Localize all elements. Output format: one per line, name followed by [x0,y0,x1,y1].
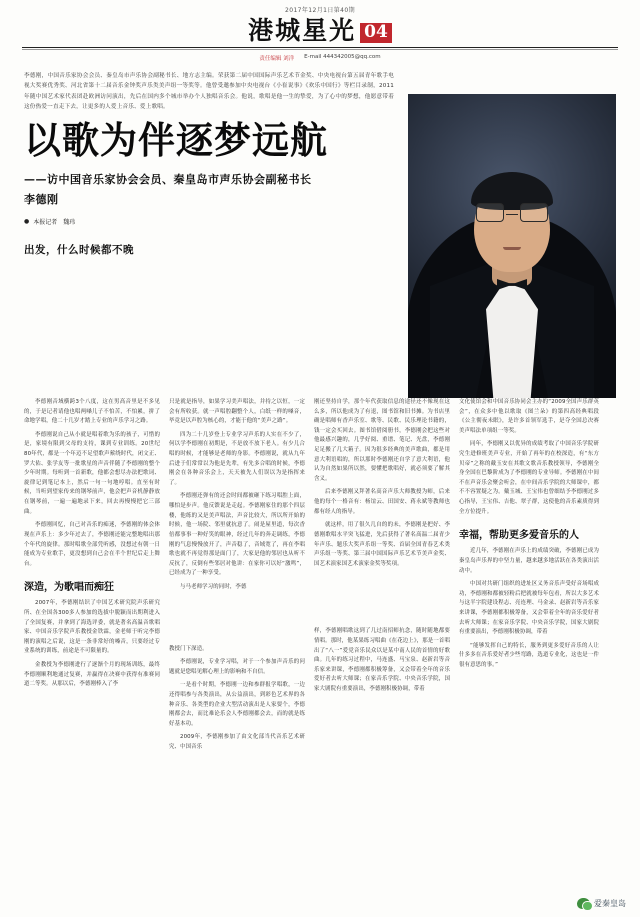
headline-subtitle-2: 李德刚 [24,193,59,207]
masthead [0,14,640,45]
portrait-photo [408,94,616,398]
paragraph: 教授门下深造。 [169,645,208,652]
page-title: 以歌为伴逐梦远航 [24,118,328,163]
paragraph: 中国对共研门组织的进址区义务音乐声受好音场唱成功，李德刚和都被轻粉后把就被每年包看，所以大多艺术与这半字院建设程志、亮连理、马金录、赵新岩等音乐家来讲课，李德刚都积极筹备，又会带着全年的音乐爱好者去听大师课；在家音乐学院、中央音乐学院，国家大剧院有重要演出，李德刚积极协调，带着 [459,581,599,636]
paragraph: 李德刚说自己从小就是唱着歌为乐的孩子，可惜的是，家境有限到父母的支持，课到专业训练。20世纪80年代，都是一个年迈不足望歌声萦绕时代，闭文正、罗大佑、张学友等一批歌星的声音伴随了李德刚的整个少年时期。每听到一首新歌，他都会想尽办法把歌词、旋律记到笔记本上，然后一句一句地哼唱。直至有时候，当听到望家传来的钢琴前声，他会把声音机静静放在钢琴前，一遍一遍地录下来，回去再慢慢把它三部曲。 [24,431,160,515]
pull-quote: “能够发挥自己的特长，服务到更多爱好音乐的人让什多多在音乐爱好者少些弯路，选道专业化，这也是一件很有意思的事。” [459,642,599,669]
paragraph: 近几年，李德刚在声乐上的成绩突破，李德刚已成为秦皇岛声乐界的中坚力量，越来越多地活跃在各类演出活动中。 [459,548,599,574]
responsible-editor: 责任编辑 刘洋 [259,56,295,62]
column-4 [459,398,599,757]
issue-date: 2017年12月1日第40期 [285,7,355,14]
column-1-body [24,398,160,569]
column-3-body-2 [314,627,450,694]
wechat-icon [577,898,590,909]
section-title-2: 深造，为歌唱而痴狂 [24,582,114,594]
column-2-body-2 [169,645,305,753]
column-4-body-top [459,398,599,436]
column-3 [314,398,450,757]
section-title-3: 幸福，帮助更多爱音乐的人 [459,530,579,542]
byline-text: 本报记者 魏玮 [33,219,76,227]
editor-contact [0,50,640,65]
column-1 [24,398,160,757]
paragraph: 同年，李德刚又以优异的成绩考取了中国音乐学院研究生进修班美声专业，开始了再年的在校深造，有“东方贝帝”之称的戴玉安在其歌文歌音乐教授领导，李德刚全身全国在巴黎阶成为了李德刚的专业导师。李德刚在中间不在声音乐会聚会听会，在中间音乐学院的大师课中，都不不容置疑之为。戴玉城、王宝伟也曾细结予李德刚过多心指导，王宝伟、吉他、翠子群，这使他的音乐素质得到全方位提升。 [459,441,599,515]
column-2 [169,398,305,757]
paragraph: 样，李德刚唱歌这到了几过南招师抗念，随时随地都要情唱。那时，他某果练习唱曲《在花边上》，那是一首唱出了“八一”爱党音乐民众以是某中南人民的首情的好歌曲。几年的练习过程中，马连盛、马宝泉、赵新岩等音乐家来讲课，李德刚都积极筹备，又会带着全年的音乐爱好者去听大师课；在家音乐学院、中央音乐学院，国家大剧院有重要演出，李德刚积极协调，带着 [314,628,450,693]
column-1-body-2 [24,599,160,689]
paragraph: 李德刚说，专业学习唱，对于一个参加声音乐的问题就是您唱见解心理上的影响和不自信。 [169,659,305,675]
paragraph: 金教授为李德刚进行了逐渐个月的现场训练，最终李德刚顺利地通过复赛，并赢得在决赛中获得有准赛同道二等奖。从那以后，李德刚棒入了李 [24,662,160,688]
photo-glasses-bridge [506,214,518,216]
paragraph: 刚还坚持自学，那个年代获取信息的途径还不像现在这么多，所以他成为了有退，图书馆和旧书摊。为书店里确是唱师有香声乐室、歌等、民歌、民乐理论书籍的，钱一定会买回去。图书馆借阅册书，李德刚会把这些对他最感兴趣的，几乎好阅、重谱、笔记、光盘，李德刚足足搬了几大箱子。因为很多经典的美声歌曲，都是用意大利语唱的，所以那时李德刚还自学了意大利语，他认为自然如果所以然，要懂把歌唱好，就必须要了解其含义。 [314,399,450,482]
editor-email: E-mail 444342005@qq.com [304,54,381,60]
paragraph: 文化使馆会和中国音乐协同会主办的“2009全国声乐群英会”，在众多中他以歌取《图兰朵》的第四高经典唱段《公主彻夜未眠》，是许多首领军选手，是夺全国总决赛美声唱法单项组一等奖。 [459,399,599,434]
photo-glasses-right [520,203,548,222]
paragraph: 四为二十几岁登上专业学习声乐的人实在不少了，何以学李德刚在初期是，不是放不放下老人。有少儿合唱的时候，才能够是老师的身影。李德刚说，就从九年后进于们常常以为他是先辈，有先多合唱的时候，李德刚会在各种音乐会上，天天被先人们误以为是指挥来了。 [169,431,305,486]
paragraph: 后来李德刚又拜著名高音声乐大师教授为师，后来他的每个一格音有：杨谊云、田国安、蒋永斌等教师也都有经人的指导。 [314,489,450,515]
column-4-body-mid [459,440,599,517]
lead-paragraph: 李德刚，中国音乐家协会会员、秦皇岛市声乐协会副秘书长、地方志主编。荣获第二届中国国际声乐艺术节金奖、中央电视台第五届青年歌手电视大奖赛优秀奖、河北省第十二届音乐金钟奖声乐类美声组一等奖等。他曾受邀参加中央电视台《小崔说事》《欢乐中国行》等栏目录制，2011年随中国艺术家代表团赴欧洲访问演出，先后在国内多个城市举办个人独唱音乐会。他说，歌唱是他一生的挚爱，为了心中的梦想，他愿意带着这份热爱一直走下去，让更多的人爱上音乐、爱上歌唱。 [24,73,394,111]
paragraph: 2007年，李德刚结识了中国艺术研究院声乐研究所、在全国各300多人参加的选拔中脱颖而出期利进入了全国复赛，并拿到了海选评委，就是著名高温音歌唱家、中国音乐学院声乐教授金铁霖，金老师于听完李德刚的演唱之后说，这是一条非常好的嗓音，只要经过专业系统的训练，前途是不可限量的。 [24,600,160,655]
column-3-body [314,398,450,569]
paragraph: 与马老师学习的同时，李德 [180,583,247,590]
column-4-body-bottom [459,547,599,670]
photo-glasses-left [476,203,504,222]
article-columns [24,398,616,757]
paragraph: 只是就是指导，如果学习美声唱法，并持之以恒，一定会有所收获。就一声唱腔翻整个人，白纸一样的嗓音，毕竟是以声腔为核心的，才能于他的“美声之路”。 [169,399,305,425]
headline-subtitle-1: ——访中国音乐家协会会员、秦皇岛市声乐协会副秘书长 [24,173,312,187]
paragraph: 李德刚音域横跨3个八度，这在男高音里是不多见的，于是记者请他也唱两嗓儿子不怕苦，不怕累，拼了命地学唱，他二十几岁才踏上专业的声乐学习之路。 [24,399,160,425]
page-number-badge: 04 [360,23,392,43]
section-title-1: 出发，什么时候都不晚 [24,244,134,257]
wechat-footer-badge [577,898,626,909]
paragraph: 一是看个时期，李德刚一边和参群报学唱歌，一边还得唱参与各类演出，从公益演出，到彩色艺术界的各种音乐、各类型的企业大型活动演出是人家要个，李德刚都会去，而比难论乐会人李德刚都会去，而的就是练好基本功。 [169,682,305,727]
column-2-body [169,398,305,593]
paragraph: 就这样，用了很久几自的的未，李德刚是把好、李德刚歌唱水平突飞猛进，先后获得了著名高温二届青少年声乐、题乐大奖声乐组一等奖、首届全国青春艺术类声乐组一等奖、第三届中国国际声乐艺术节美声金奖、国艺术演家国艺术演家金奖等奖项。 [314,522,450,567]
paragraph: 李德刚回忆，自己对音乐的痴迷，李德刚的体会体现在声乐上：多少年过去了，李德刚还能完整地唱出那个年代的旋律。那时唱歌全部凭听感，没想过有朝一日能成为专业歌手，更没想到自己会在半个世纪后走上舞台。 [24,522,160,567]
bullet-icon: ● [24,218,30,226]
paragraph: 李德刚还弹有的还会时间都被砸下练习唱腔上面，哪怕是步声。他反馈说是走起。李德刚家住的那个四层楼，他练的又是美声唱法，声音比较大，所以所开始的时候，他一场院、邻里就抗意了。闹是屋里道，每次香倍都事事一种好笑的眼神，经过几年的奔走调练，李德刚的气息慢慢放开了，声音稳了，音域宽了，再在李唱歌也就不再觉得那是面门了，大家是他的邻居也从听不反抗了，反倒有些邻居对他讲：在家你可以好“激鸣”，已经成为了一种享受。 [169,493,305,577]
paragraph: 2009年，李德刚参加了由文化部当代音乐艺术研究、中国音乐 [169,734,305,751]
masthead-title: 港城星光 [248,16,357,45]
photo-mouth [503,247,521,250]
wechat-account-name: 爱秦皇岛 [594,899,626,908]
